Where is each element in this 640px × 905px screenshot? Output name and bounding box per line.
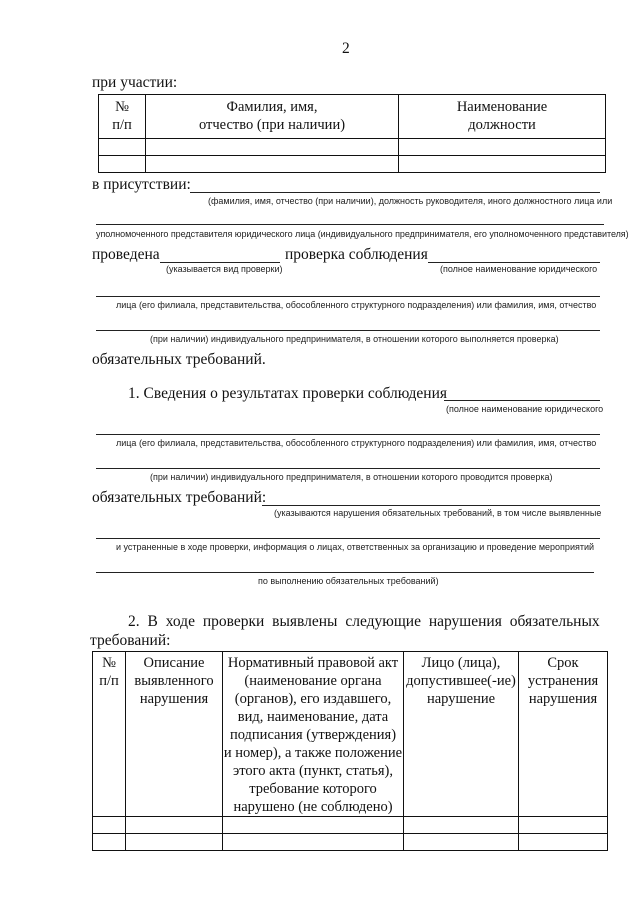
section1-line-3[interactable]: [96, 468, 600, 469]
participants-label: при участии:: [92, 74, 178, 91]
section2-title-cont: требований:: [90, 632, 171, 649]
section1-hint-2: лица (его филиала, представительства, обособленного структурного подразделения) или фамилия, имя, отчество: [116, 438, 597, 448]
page-number: 2: [342, 40, 350, 57]
section1-hint-5: и устраненные в ходе проверки, информация о лицах, ответственных за организацию и проведение мероприятий: [116, 542, 595, 552]
table-cell[interactable]: [223, 817, 404, 834]
entity-line[interactable]: [96, 296, 600, 297]
violations-header-description: Описание выявленного нарушения: [126, 652, 223, 817]
violations-line-3[interactable]: [96, 572, 594, 573]
table-cell[interactable]: [404, 817, 519, 834]
table-cell[interactable]: [99, 139, 146, 156]
table-cell[interactable]: [126, 817, 223, 834]
table-cell[interactable]: [93, 817, 126, 834]
section1-requirements-label: обязательных требований:: [92, 489, 267, 506]
table-cell[interactable]: [404, 834, 519, 851]
section1-title: 1. Сведения о результатах проверки соблюдения: [128, 385, 448, 402]
section1-entity-line[interactable]: [444, 400, 600, 401]
section2-title: 2. В ходе проверки выявлены следующие нарушения обязательных: [128, 613, 600, 630]
header-number: № п/п: [99, 95, 146, 139]
violations-table: [92, 651, 608, 851]
section1-hint-4: (указываются нарушения обязательных требований, в том числе выявленные: [274, 508, 602, 518]
participants-table: [98, 94, 606, 173]
violations-line[interactable]: [262, 505, 600, 506]
violations-header-number: № п/п: [93, 652, 126, 817]
section1-hint-6: по выполнению обязательных требований): [258, 576, 439, 586]
presence-line-2[interactable]: [96, 224, 604, 225]
table-cell[interactable]: [93, 834, 126, 851]
entrepreneur-hint: (при наличии) индивидуального предпринимателя, в отношении которого выполняется проверка): [150, 334, 559, 344]
header-position: Наименование должности: [399, 95, 606, 139]
table-cell[interactable]: [126, 834, 223, 851]
table-cell[interactable]: [146, 156, 399, 173]
table-cell[interactable]: [223, 834, 404, 851]
table-cell[interactable]: [399, 139, 606, 156]
check-type-line[interactable]: [160, 262, 280, 263]
violations-header-responsible: Лицо (лица), допустившее(-ие) нарушение: [404, 652, 519, 817]
table-cell[interactable]: [399, 156, 606, 173]
check-type-hint: (указывается вид проверки): [166, 264, 283, 274]
presence-label: в присутствии:: [92, 176, 191, 193]
table-cell[interactable]: [519, 834, 608, 851]
section1-hint-3: (при наличии) индивидуального предпринимателя, в отношении которого проводится проверка): [150, 472, 553, 482]
violations-line-2[interactable]: [96, 538, 600, 539]
table-cell[interactable]: [99, 156, 146, 173]
section1-hint-1: (полное наименование юридического: [446, 404, 604, 414]
presence-hint-2: уполномоченного представителя юридического лица (индивидуального предпринимателя, его уполномоченного представителя): [96, 229, 629, 239]
table-cell[interactable]: [519, 817, 608, 834]
entrepreneur-line[interactable]: [96, 330, 600, 331]
conducted-word: проведена: [92, 246, 160, 263]
presence-hint-1: (фамилия, имя, отчество (при наличии), должность руководителя, иного должностного лица или: [208, 196, 613, 206]
entity-name-hint: (полное наименование юридического: [440, 264, 598, 274]
violations-header-legal-act: Нормативный правовой акт (наименование органа (органов), его издавшего, вид, наименование, дата подписания (утверждения) и номер), а также положение этого акта (пункт, статья), требование которого нарушено (не соблюдено): [223, 652, 404, 817]
mandatory-requirements-text: обязательных требований.: [92, 351, 266, 368]
entity-hint: лица (его филиала, представительства, обособленного структурного подразделения) или фамилия, имя, отчество: [116, 300, 597, 310]
violations-header-deadline: Срок устранения нарушения: [519, 652, 608, 817]
header-full-name: Фамилия, имя, отчество (при наличии): [146, 95, 399, 139]
entity-name-line[interactable]: [428, 262, 600, 263]
check-compliance-label: проверка соблюдения: [285, 246, 428, 263]
presence-line[interactable]: [190, 192, 600, 193]
table-cell[interactable]: [146, 139, 399, 156]
section1-line-2[interactable]: [96, 434, 600, 435]
